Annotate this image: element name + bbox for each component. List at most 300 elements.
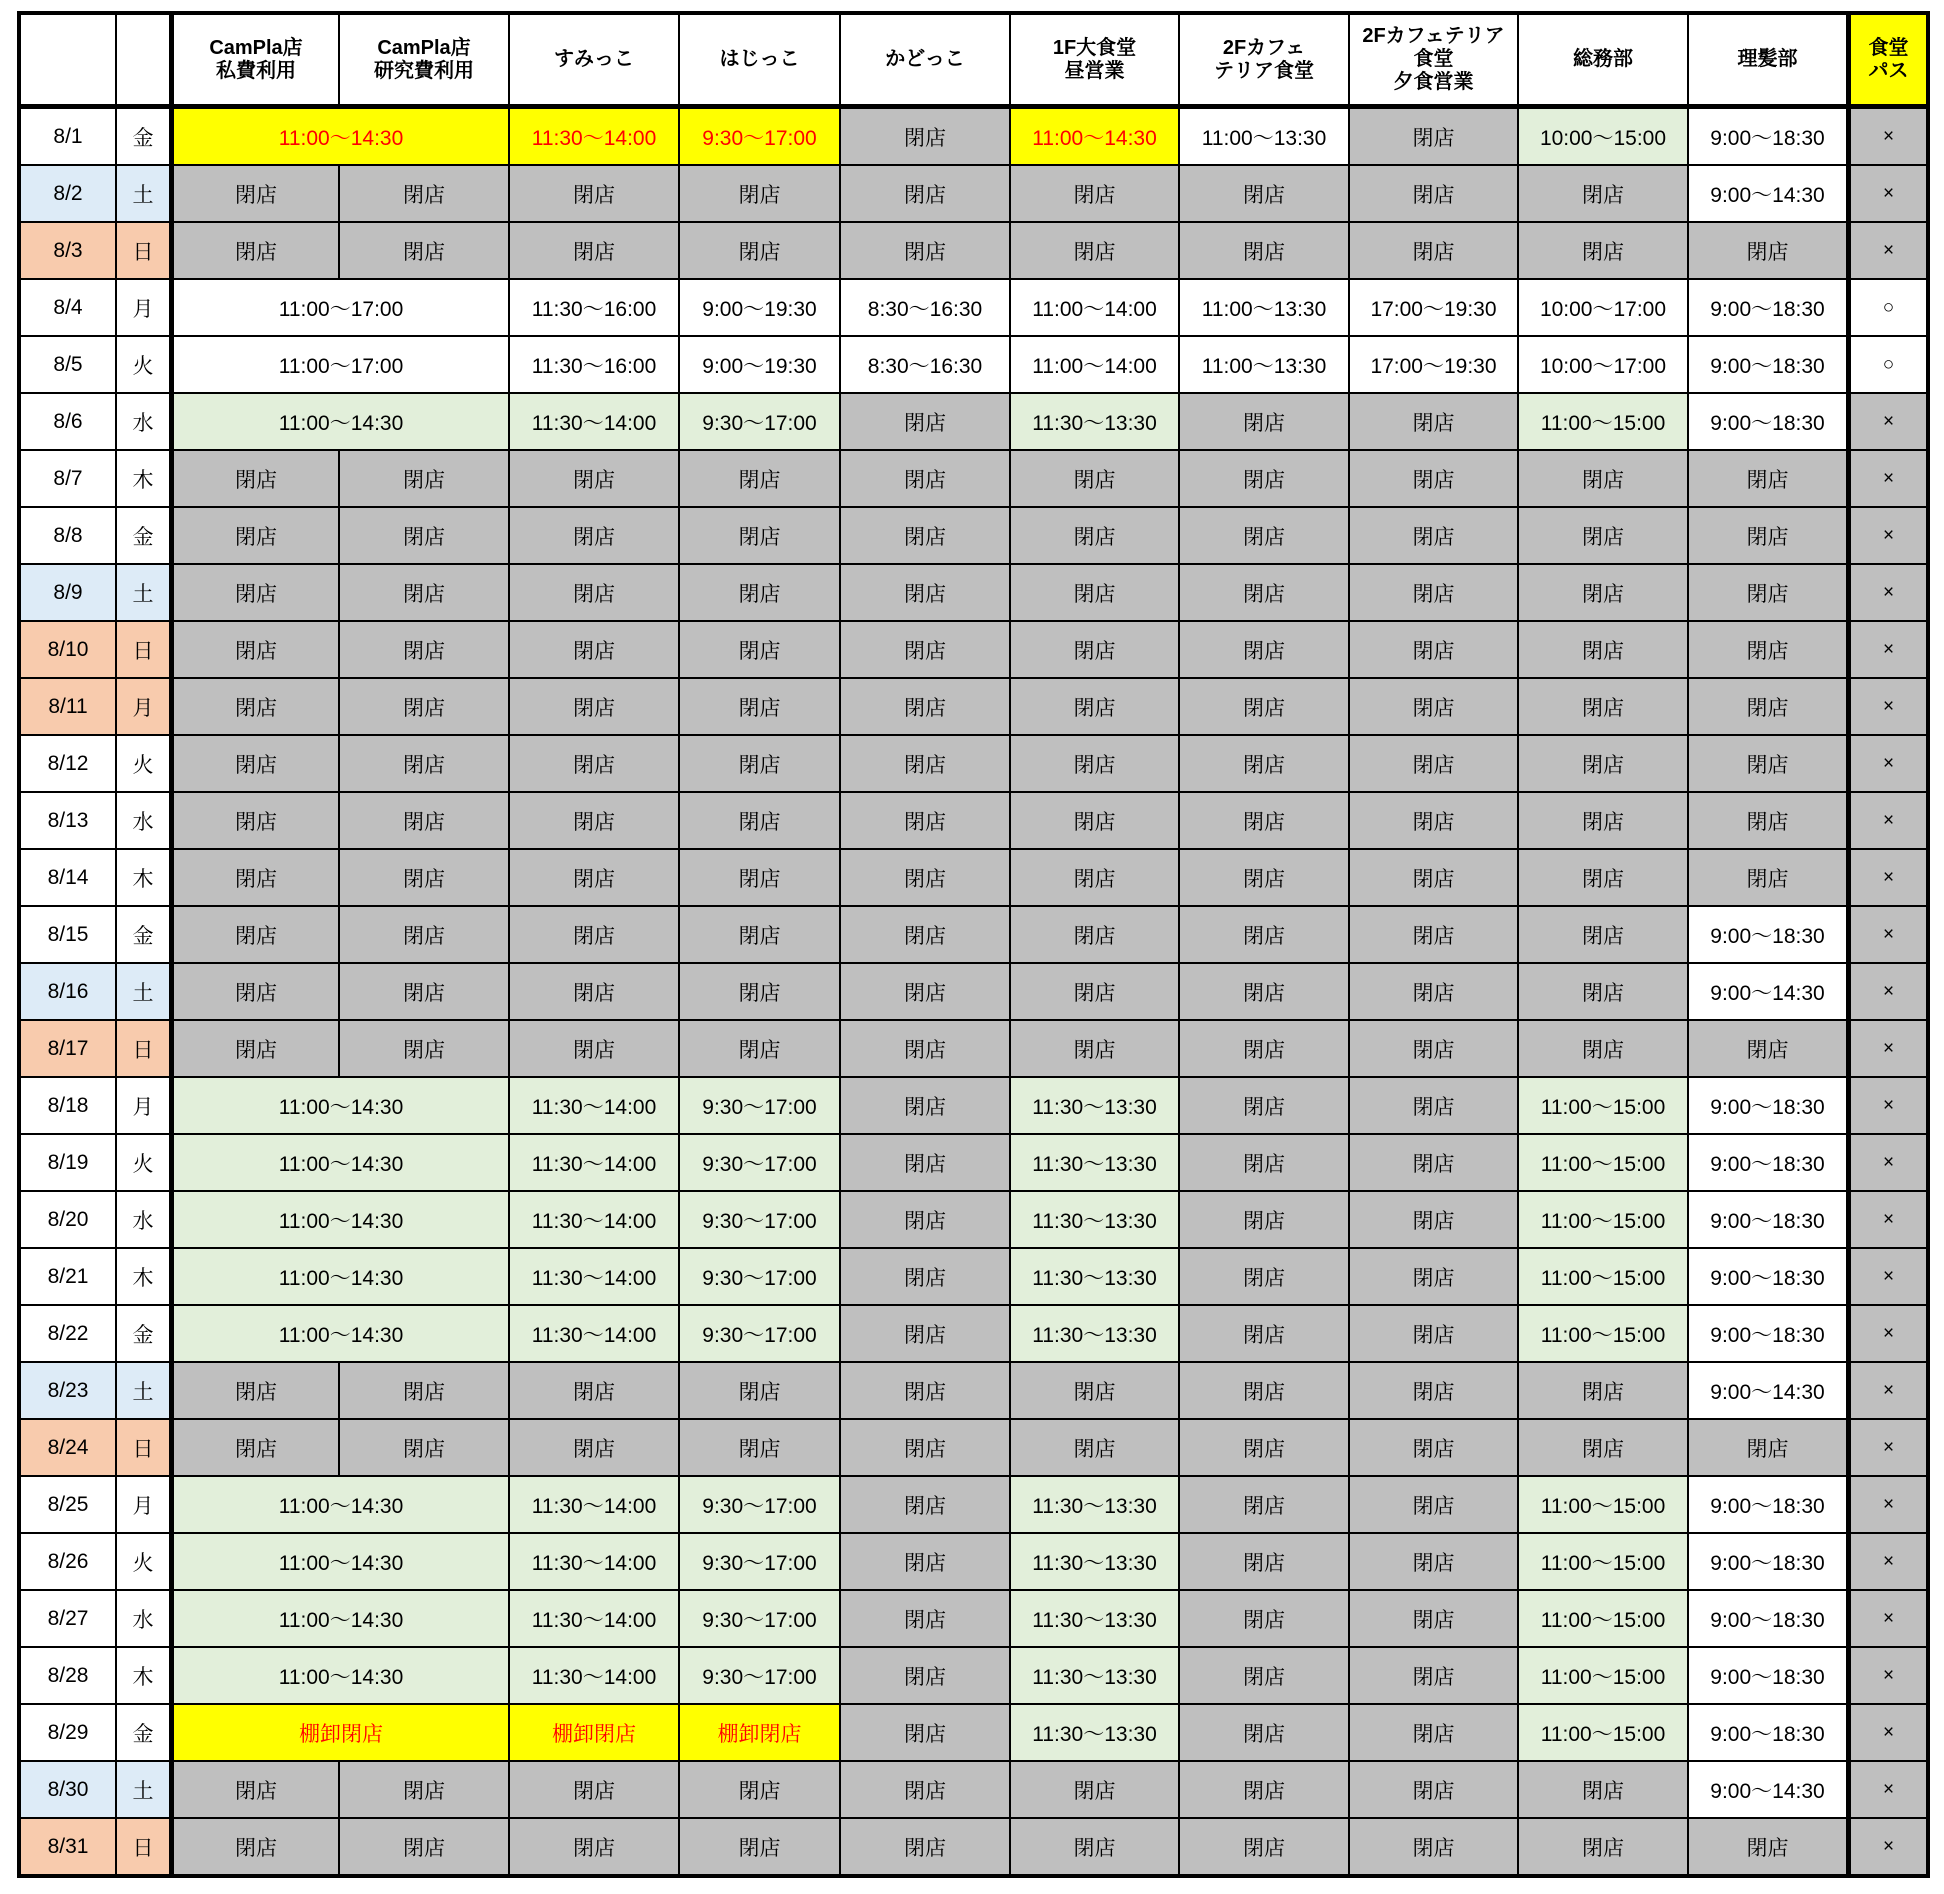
column-header-2f-cafeteria-dinner: 2Fカフェテリア 食堂 夕食営業 [1350, 15, 1517, 107]
cell-sumikko: 11:30〜14:00 [510, 1078, 678, 1133]
cell-campla-private: 閉店 [171, 679, 338, 734]
cell-2f-cafeteria: 閉店 [1180, 508, 1348, 563]
cell-dining-pass: × [1848, 1591, 1926, 1646]
cell-barber: 9:00〜18:30 [1689, 1192, 1846, 1247]
column-header-general-affairs: 総務部 [1519, 15, 1687, 107]
cell-barber: 9:00〜14:30 [1689, 964, 1846, 1019]
cell-1f-dining: 11:30〜13:30 [1011, 1192, 1178, 1247]
cell-dining-pass: × [1848, 1477, 1926, 1532]
cell-barber: 9:00〜18:30 [1689, 394, 1846, 449]
cell-2f-cafeteria: 閉店 [1180, 793, 1348, 848]
weekday-cell: 日 [117, 622, 169, 677]
weekday-cell: 水 [117, 1591, 169, 1646]
cell-2f-cafeteria-dinner: 閉店 [1350, 1363, 1517, 1418]
cell-kadokko: 8:30〜16:30 [841, 280, 1009, 335]
cell-dining-pass: × [1848, 1534, 1926, 1589]
cell-hajikko: 9:30〜17:00 [680, 109, 839, 164]
cell-barber: 閉店 [1689, 679, 1846, 734]
cell-2f-cafeteria: 閉店 [1180, 565, 1348, 620]
weekday-cell: 日 [117, 1819, 169, 1874]
cell-campla-research: 閉店 [340, 166, 508, 221]
cell-kadokko: 閉店 [841, 565, 1009, 620]
weekday-cell: 土 [117, 964, 169, 1019]
cell-hajikko: 閉店 [680, 223, 839, 278]
cell-kadokko: 閉店 [841, 223, 1009, 278]
cell-kadokko: 閉店 [841, 793, 1009, 848]
cell-2f-cafeteria-dinner: 閉店 [1350, 964, 1517, 1019]
cell-2f-cafeteria-dinner: 閉店 [1350, 1477, 1517, 1532]
cell-sumikko: 棚卸閉店 [510, 1705, 678, 1760]
cell-general-affairs: 閉店 [1519, 565, 1687, 620]
cell-barber: 閉店 [1689, 793, 1846, 848]
cell-2f-cafeteria: 閉店 [1180, 1648, 1348, 1703]
date-cell: 8/16 [21, 964, 115, 1019]
cell-campla-private: 閉店 [171, 622, 338, 677]
weekday-cell: 金 [117, 1705, 169, 1760]
cell-general-affairs: 閉店 [1519, 166, 1687, 221]
cell-general-affairs: 閉店 [1519, 679, 1687, 734]
cell-general-affairs: 閉店 [1519, 622, 1687, 677]
column-header-weekday [117, 15, 169, 107]
date-cell: 8/12 [21, 736, 115, 791]
cell-sumikko: 閉店 [510, 793, 678, 848]
cell-general-affairs: 11:00〜15:00 [1519, 394, 1687, 449]
cell-barber: 9:00〜18:30 [1689, 280, 1846, 335]
cell-general-affairs: 11:00〜15:00 [1519, 1477, 1687, 1532]
cell-1f-dining: 閉店 [1011, 1819, 1178, 1874]
date-cell: 8/28 [21, 1648, 115, 1703]
cell-2f-cafeteria-dinner: 閉店 [1350, 1135, 1517, 1190]
cell-2f-cafeteria: 閉店 [1180, 394, 1348, 449]
cell-general-affairs: 11:00〜15:00 [1519, 1249, 1687, 1304]
cell-hajikko: 閉店 [680, 1363, 839, 1418]
cell-hajikko: 閉店 [680, 451, 839, 506]
weekday-cell: 水 [117, 394, 169, 449]
cell-dining-pass: ○ [1848, 337, 1926, 392]
weekday-cell: 月 [117, 679, 169, 734]
cell-2f-cafeteria: 閉店 [1180, 679, 1348, 734]
cell-2f-cafeteria-dinner: 閉店 [1350, 565, 1517, 620]
cell-kadokko: 閉店 [841, 1306, 1009, 1361]
cell-2f-cafeteria-dinner: 閉店 [1350, 1705, 1517, 1760]
cell-2f-cafeteria: 閉店 [1180, 166, 1348, 221]
cell-hajikko: 閉店 [680, 736, 839, 791]
date-cell: 8/4 [21, 280, 115, 335]
cell-campla-merged: 11:00〜17:00 [171, 337, 508, 392]
cell-kadokko: 閉店 [841, 1249, 1009, 1304]
cell-hajikko: 9:00〜19:30 [680, 337, 839, 392]
cell-hajikko: 9:30〜17:00 [680, 1477, 839, 1532]
cell-2f-cafeteria: 閉店 [1180, 1249, 1348, 1304]
cell-kadokko: 閉店 [841, 1648, 1009, 1703]
cell-campla-merged: 11:00〜14:30 [171, 1135, 508, 1190]
cell-2f-cafeteria-dinner: 閉店 [1350, 622, 1517, 677]
cell-1f-dining: 11:00〜14:00 [1011, 337, 1178, 392]
cell-2f-cafeteria-dinner: 閉店 [1350, 1819, 1517, 1874]
cell-2f-cafeteria-dinner: 閉店 [1350, 793, 1517, 848]
cell-barber: 9:00〜18:30 [1689, 1078, 1846, 1133]
cell-campla-merged: 11:00〜14:30 [171, 1534, 508, 1589]
weekday-cell: 土 [117, 565, 169, 620]
cell-dining-pass: × [1848, 1249, 1926, 1304]
cell-hajikko: 9:30〜17:00 [680, 1534, 839, 1589]
cell-general-affairs: 閉店 [1519, 736, 1687, 791]
cell-1f-dining: 閉店 [1011, 622, 1178, 677]
cell-sumikko: 閉店 [510, 850, 678, 905]
cell-1f-dining: 閉店 [1011, 1420, 1178, 1475]
cell-1f-dining: 11:30〜13:30 [1011, 1078, 1178, 1133]
cell-1f-dining: 11:00〜14:00 [1011, 280, 1178, 335]
cell-campla-research: 閉店 [340, 850, 508, 905]
cell-2f-cafeteria: 閉店 [1180, 451, 1348, 506]
cell-general-affairs: 閉店 [1519, 1762, 1687, 1817]
column-header-sumikko: すみっこ [510, 15, 678, 107]
date-cell: 8/1 [21, 109, 115, 164]
cell-1f-dining: 11:30〜13:30 [1011, 1591, 1178, 1646]
column-header-campla-research: CamPla店 研究費利用 [340, 15, 508, 107]
weekday-cell: 火 [117, 337, 169, 392]
weekday-cell: 日 [117, 223, 169, 278]
cell-2f-cafeteria: 閉店 [1180, 223, 1348, 278]
cell-kadokko: 閉店 [841, 1078, 1009, 1133]
weekday-cell: 火 [117, 736, 169, 791]
cell-general-affairs: 閉店 [1519, 850, 1687, 905]
cell-barber: 9:00〜18:30 [1689, 1477, 1846, 1532]
weekday-cell: 木 [117, 1648, 169, 1703]
cell-campla-private: 閉店 [171, 1819, 338, 1874]
cell-dining-pass: × [1848, 1363, 1926, 1418]
cell-campla-private: 閉店 [171, 451, 338, 506]
cell-1f-dining: 11:30〜13:30 [1011, 1705, 1178, 1760]
cell-1f-dining: 11:30〜13:30 [1011, 1135, 1178, 1190]
cell-2f-cafeteria-dinner: 閉店 [1350, 1192, 1517, 1247]
cell-sumikko: 閉店 [510, 508, 678, 563]
cell-2f-cafeteria: 11:00〜13:30 [1180, 280, 1348, 335]
cell-2f-cafeteria: 閉店 [1180, 1021, 1348, 1076]
cell-campla-research: 閉店 [340, 508, 508, 563]
date-cell: 8/26 [21, 1534, 115, 1589]
cell-sumikko: 11:30〜14:00 [510, 109, 678, 164]
cell-2f-cafeteria: 閉店 [1180, 736, 1348, 791]
column-header-1f-dining: 1F大食堂 昼営業 [1011, 15, 1178, 107]
weekday-cell: 火 [117, 1135, 169, 1190]
date-cell: 8/21 [21, 1249, 115, 1304]
cell-kadokko: 閉店 [841, 1021, 1009, 1076]
weekday-cell: 日 [117, 1420, 169, 1475]
cell-sumikko: 11:30〜14:00 [510, 1477, 678, 1532]
cell-2f-cafeteria-dinner: 閉店 [1350, 736, 1517, 791]
cell-2f-cafeteria-dinner: 閉店 [1350, 1021, 1517, 1076]
weekday-cell: 木 [117, 1249, 169, 1304]
cell-1f-dining: 11:30〜13:30 [1011, 1249, 1178, 1304]
cell-sumikko: 11:30〜14:00 [510, 1534, 678, 1589]
cell-2f-cafeteria-dinner: 17:00〜19:30 [1350, 337, 1517, 392]
weekday-cell: 日 [117, 1021, 169, 1076]
cell-campla-research: 閉店 [340, 1420, 508, 1475]
cell-sumikko: 11:30〜14:00 [510, 1591, 678, 1646]
cell-general-affairs: 閉店 [1519, 223, 1687, 278]
cell-campla-private: 閉店 [171, 964, 338, 1019]
cell-campla-merged: 11:00〜14:30 [171, 1078, 508, 1133]
cell-sumikko: 11:30〜14:00 [510, 1306, 678, 1361]
cell-general-affairs: 10:00〜15:00 [1519, 109, 1687, 164]
cell-general-affairs: 11:00〜15:00 [1519, 1192, 1687, 1247]
weekday-cell: 木 [117, 451, 169, 506]
cell-hajikko: 9:30〜17:00 [680, 1648, 839, 1703]
cell-1f-dining: 閉店 [1011, 907, 1178, 962]
cell-dining-pass: × [1848, 1306, 1926, 1361]
cell-campla-merged: 11:00〜14:30 [171, 1306, 508, 1361]
date-cell: 8/11 [21, 679, 115, 734]
cell-campla-private: 閉店 [171, 850, 338, 905]
cell-kadokko: 閉店 [841, 1534, 1009, 1589]
cell-sumikko: 閉店 [510, 1762, 678, 1817]
cell-barber: 閉店 [1689, 736, 1846, 791]
cell-campla-research: 閉店 [340, 736, 508, 791]
date-cell: 8/25 [21, 1477, 115, 1532]
cell-2f-cafeteria: 11:00〜13:30 [1180, 337, 1348, 392]
weekday-cell: 火 [117, 1534, 169, 1589]
cell-campla-merged: 11:00〜14:30 [171, 394, 508, 449]
cell-campla-research: 閉店 [340, 1762, 508, 1817]
cell-1f-dining: 閉店 [1011, 964, 1178, 1019]
cell-hajikko: 9:30〜17:00 [680, 1591, 839, 1646]
cell-1f-dining: 閉店 [1011, 679, 1178, 734]
cell-kadokko: 閉店 [841, 964, 1009, 1019]
cell-2f-cafeteria: 閉店 [1180, 907, 1348, 962]
cell-1f-dining: 11:00〜14:30 [1011, 109, 1178, 164]
cell-general-affairs: 11:00〜15:00 [1519, 1591, 1687, 1646]
cell-hajikko: 9:30〜17:00 [680, 1192, 839, 1247]
cell-2f-cafeteria: 閉店 [1180, 1306, 1348, 1361]
cell-dining-pass: × [1848, 1648, 1926, 1703]
cell-barber: 閉店 [1689, 223, 1846, 278]
cell-dining-pass: × [1848, 1762, 1926, 1817]
cell-dining-pass: × [1848, 1135, 1926, 1190]
cell-2f-cafeteria: 閉店 [1180, 1420, 1348, 1475]
date-cell: 8/20 [21, 1192, 115, 1247]
date-cell: 8/18 [21, 1078, 115, 1133]
cell-barber: 9:00〜14:30 [1689, 1363, 1846, 1418]
cell-2f-cafeteria-dinner: 閉店 [1350, 1648, 1517, 1703]
cell-general-affairs: 11:00〜15:00 [1519, 1648, 1687, 1703]
cell-dining-pass: × [1848, 964, 1926, 1019]
cell-dining-pass: × [1848, 508, 1926, 563]
cell-1f-dining: 閉店 [1011, 166, 1178, 221]
cell-1f-dining: 11:30〜13:30 [1011, 1477, 1178, 1532]
cell-barber: 9:00〜18:30 [1689, 1705, 1846, 1760]
cell-sumikko: 閉店 [510, 565, 678, 620]
cell-2f-cafeteria-dinner: 17:00〜19:30 [1350, 280, 1517, 335]
cell-sumikko: 閉店 [510, 166, 678, 221]
cell-barber: 9:00〜18:30 [1689, 337, 1846, 392]
weekday-cell: 金 [117, 508, 169, 563]
cell-kadokko: 閉店 [841, 109, 1009, 164]
cell-2f-cafeteria-dinner: 閉店 [1350, 109, 1517, 164]
cell-barber: 9:00〜18:30 [1689, 1306, 1846, 1361]
cell-2f-cafeteria-dinner: 閉店 [1350, 508, 1517, 563]
cell-campla-merged: 11:00〜14:30 [171, 109, 508, 164]
weekday-cell: 木 [117, 850, 169, 905]
cell-2f-cafeteria-dinner: 閉店 [1350, 166, 1517, 221]
cell-campla-research: 閉店 [340, 451, 508, 506]
cell-2f-cafeteria: 閉店 [1180, 1819, 1348, 1874]
cell-2f-cafeteria-dinner: 閉店 [1350, 1420, 1517, 1475]
cell-campla-research: 閉店 [340, 622, 508, 677]
cell-kadokko: 閉店 [841, 736, 1009, 791]
cell-dining-pass: × [1848, 1192, 1926, 1247]
cell-barber: 閉店 [1689, 622, 1846, 677]
date-cell: 8/27 [21, 1591, 115, 1646]
cell-dining-pass: × [1848, 394, 1926, 449]
cell-2f-cafeteria-dinner: 閉店 [1350, 1762, 1517, 1817]
cell-hajikko: 9:30〜17:00 [680, 1135, 839, 1190]
cell-2f-cafeteria: 閉店 [1180, 1762, 1348, 1817]
weekday-cell: 金 [117, 1306, 169, 1361]
cell-2f-cafeteria: 11:00〜13:30 [1180, 109, 1348, 164]
cell-general-affairs: 11:00〜15:00 [1519, 1135, 1687, 1190]
cell-barber: 9:00〜18:30 [1689, 1249, 1846, 1304]
cell-1f-dining: 閉店 [1011, 736, 1178, 791]
cell-2f-cafeteria: 閉店 [1180, 1705, 1348, 1760]
cell-hajikko: 9:30〜17:00 [680, 1078, 839, 1133]
cell-2f-cafeteria-dinner: 閉店 [1350, 1078, 1517, 1133]
cell-1f-dining: 11:30〜13:30 [1011, 1534, 1178, 1589]
cell-barber: 9:00〜14:30 [1689, 1762, 1846, 1817]
cell-2f-cafeteria: 閉店 [1180, 1591, 1348, 1646]
cell-2f-cafeteria: 閉店 [1180, 1078, 1348, 1133]
cell-general-affairs: 閉店 [1519, 793, 1687, 848]
cell-barber: 9:00〜18:30 [1689, 907, 1846, 962]
date-cell: 8/29 [21, 1705, 115, 1760]
weekday-cell: 月 [117, 1477, 169, 1532]
cell-campla-private: 閉店 [171, 793, 338, 848]
cell-campla-research: 閉店 [340, 907, 508, 962]
cell-barber: 閉店 [1689, 1021, 1846, 1076]
date-cell: 8/7 [21, 451, 115, 506]
cell-kadokko: 閉店 [841, 1705, 1009, 1760]
column-header-date [21, 15, 115, 107]
cell-1f-dining: 閉店 [1011, 850, 1178, 905]
cell-campla-merged: 11:00〜14:30 [171, 1591, 508, 1646]
cell-campla-private: 閉店 [171, 508, 338, 563]
date-cell: 8/22 [21, 1306, 115, 1361]
cell-2f-cafeteria-dinner: 閉店 [1350, 1249, 1517, 1304]
cell-2f-cafeteria-dinner: 閉店 [1350, 850, 1517, 905]
cell-general-affairs: 閉店 [1519, 1420, 1687, 1475]
cell-barber: 閉店 [1689, 1420, 1846, 1475]
cell-1f-dining: 11:30〜13:30 [1011, 1648, 1178, 1703]
date-cell: 8/13 [21, 793, 115, 848]
cell-campla-merged: 11:00〜14:30 [171, 1249, 508, 1304]
cell-hajikko: 閉店 [680, 622, 839, 677]
column-header-hajikko: はじっこ [680, 15, 839, 107]
cell-barber: 9:00〜18:30 [1689, 109, 1846, 164]
cell-kadokko: 閉店 [841, 1420, 1009, 1475]
date-cell: 8/8 [21, 508, 115, 563]
cell-kadokko: 閉店 [841, 1819, 1009, 1874]
cell-dining-pass: × [1848, 109, 1926, 164]
cell-sumikko: 11:30〜14:00 [510, 1249, 678, 1304]
cell-campla-private: 閉店 [171, 166, 338, 221]
cell-barber: 9:00〜14:30 [1689, 166, 1846, 221]
cell-kadokko: 閉店 [841, 679, 1009, 734]
cell-kadokko: 閉店 [841, 1192, 1009, 1247]
weekday-cell: 月 [117, 280, 169, 335]
cell-campla-private: 閉店 [171, 1363, 338, 1418]
cell-dining-pass: × [1848, 907, 1926, 962]
cell-hajikko: 閉店 [680, 1420, 839, 1475]
cell-sumikko: 11:30〜14:00 [510, 1648, 678, 1703]
cell-hajikko: 閉店 [680, 850, 839, 905]
cell-2f-cafeteria: 閉店 [1180, 964, 1348, 1019]
cell-barber: 9:00〜18:30 [1689, 1591, 1846, 1646]
date-cell: 8/17 [21, 1021, 115, 1076]
weekday-cell: 金 [117, 109, 169, 164]
cell-2f-cafeteria-dinner: 閉店 [1350, 1591, 1517, 1646]
cell-sumikko: 閉店 [510, 622, 678, 677]
cell-sumikko: 閉店 [510, 451, 678, 506]
cell-1f-dining: 閉店 [1011, 508, 1178, 563]
cell-hajikko: 閉店 [680, 1762, 839, 1817]
cell-1f-dining: 11:30〜13:30 [1011, 394, 1178, 449]
cell-sumikko: 11:30〜14:00 [510, 1192, 678, 1247]
cell-campla-private: 閉店 [171, 907, 338, 962]
cell-kadokko: 閉店 [841, 850, 1009, 905]
cell-2f-cafeteria: 閉店 [1180, 1192, 1348, 1247]
cell-campla-research: 閉店 [340, 1021, 508, 1076]
cell-general-affairs: 閉店 [1519, 964, 1687, 1019]
cell-dining-pass: × [1848, 1021, 1926, 1076]
date-cell: 8/5 [21, 337, 115, 392]
date-cell: 8/6 [21, 394, 115, 449]
cell-barber: 9:00〜18:30 [1689, 1534, 1846, 1589]
cell-2f-cafeteria-dinner: 閉店 [1350, 679, 1517, 734]
cell-hajikko: 9:30〜17:00 [680, 1306, 839, 1361]
cell-2f-cafeteria-dinner: 閉店 [1350, 394, 1517, 449]
cell-2f-cafeteria: 閉店 [1180, 1135, 1348, 1190]
cell-sumikko: 閉店 [510, 1363, 678, 1418]
cell-2f-cafeteria-dinner: 閉店 [1350, 451, 1517, 506]
cell-dining-pass: × [1848, 736, 1926, 791]
cell-sumikko: 閉店 [510, 1819, 678, 1874]
cell-dining-pass: × [1848, 679, 1926, 734]
cell-general-affairs: 11:00〜15:00 [1519, 1078, 1687, 1133]
cell-barber: 閉店 [1689, 508, 1846, 563]
cell-2f-cafeteria: 閉店 [1180, 850, 1348, 905]
cell-dining-pass: × [1848, 793, 1926, 848]
cell-general-affairs: 閉店 [1519, 1819, 1687, 1874]
cell-campla-private: 閉店 [171, 565, 338, 620]
cell-sumikko: 11:30〜14:00 [510, 394, 678, 449]
cell-2f-cafeteria-dinner: 閉店 [1350, 907, 1517, 962]
cell-hajikko: 9:00〜19:30 [680, 280, 839, 335]
weekday-cell: 水 [117, 1192, 169, 1247]
column-header-barber: 理髪部 [1689, 15, 1846, 107]
cell-hajikko: 閉店 [680, 565, 839, 620]
cell-hajikko: 閉店 [680, 166, 839, 221]
cell-campla-merged: 棚卸閉店 [171, 1705, 508, 1760]
weekday-cell: 土 [117, 1363, 169, 1418]
cell-general-affairs: 閉店 [1519, 508, 1687, 563]
weekday-cell: 土 [117, 1762, 169, 1817]
cell-kadokko: 閉店 [841, 1591, 1009, 1646]
cell-dining-pass: × [1848, 622, 1926, 677]
column-header-2f-cafeteria: 2Fカフェ テリア食堂 [1180, 15, 1348, 107]
cell-barber: 閉店 [1689, 451, 1846, 506]
weekday-cell: 金 [117, 907, 169, 962]
cell-campla-research: 閉店 [340, 1363, 508, 1418]
